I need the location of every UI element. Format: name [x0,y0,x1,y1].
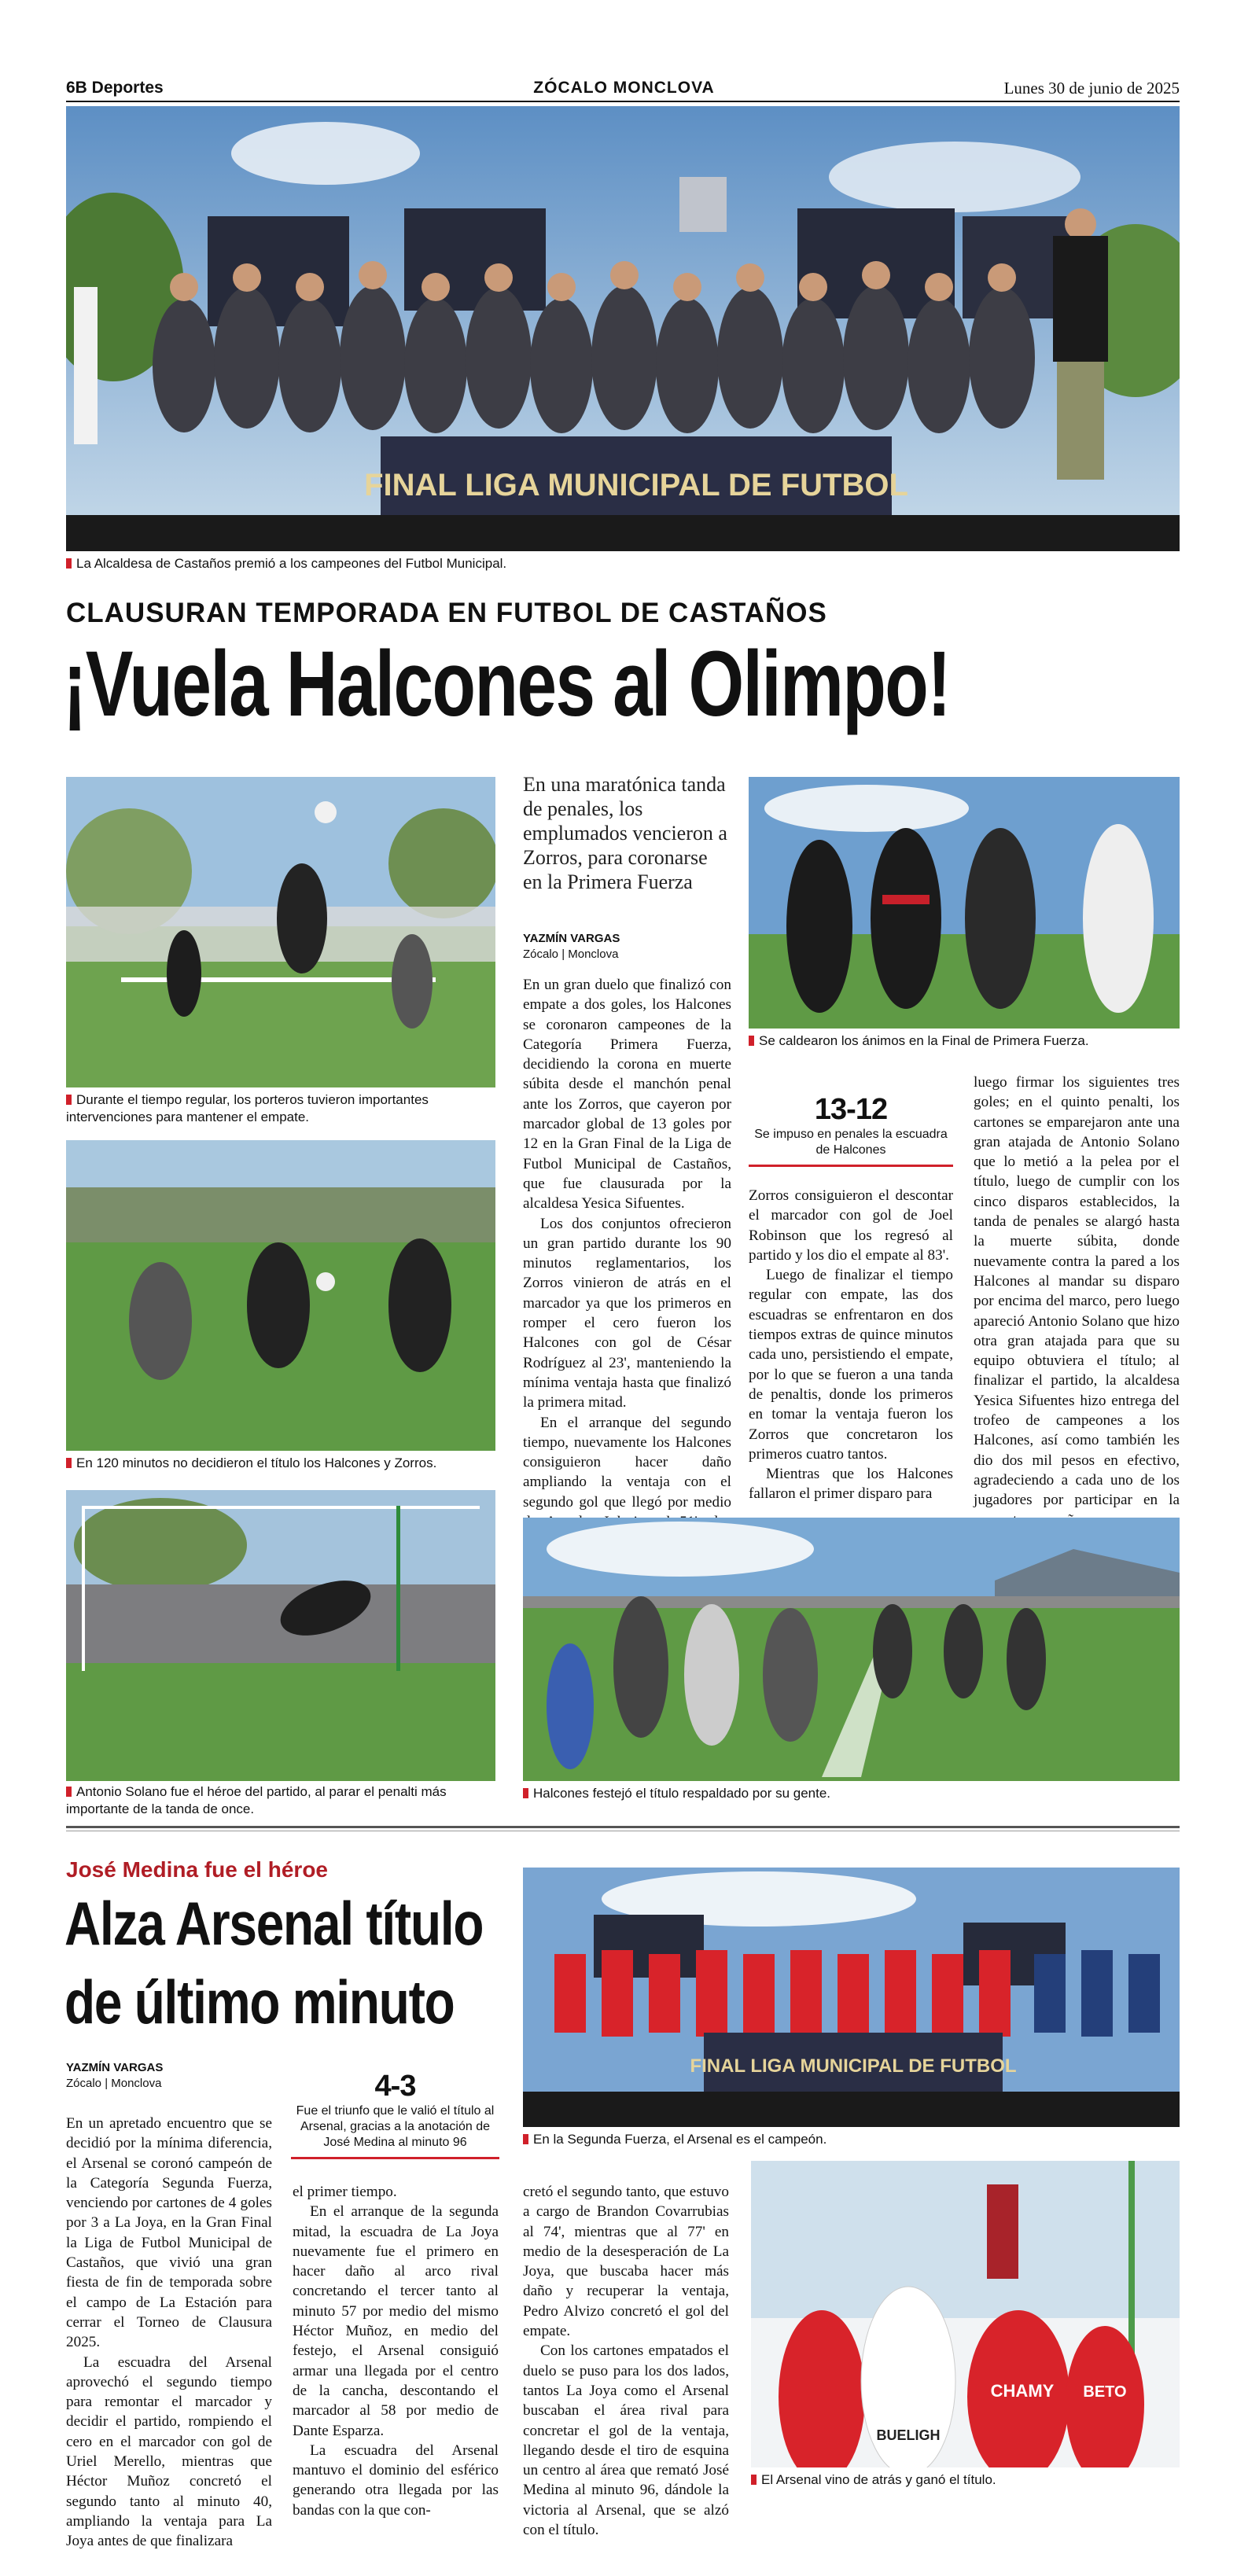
paragraph: Con los cartones empatados el duelo se puso para los dos lados, tantos La Joya como el Arsenal buscaban el área rival para concretar el gol de la ventaja, llegando desde el tiro de esquina un centro al área que remató José Medina al minuto 96, dándole la victoria al Arsenal, que se alzó con el título. [523,2342,729,2539]
paragraph: Mientras que los Halcones fallaron el primer disparo para [749,1466,953,1503]
heated-final-photo [749,777,1180,1029]
photo3-caption: Antonio Solano fue el héroe del partido, al parar el penalti más importante de la tanda de once. [66,1783,497,1818]
story1-headline: ¡Vuela Halcones al Olimpo! [63,632,950,736]
story2-kicker: José Medina fue el héroe [66,1857,328,1882]
photo1-caption: Durante el tiempo regular, los porteros tuvieron importantes intervenciones para mantener el empate. [66,1091,497,1126]
paragraph: cretó el segundo tanto, que estuvo a cargo de Brandon Covarrubias al 74', mientras que al 77' en medio de la desesperación de La Joya, que buscaba hacer más daño y recuperar la ventaja, Pedro Alvizo concretó el gol del empate. [523,2184,729,2340]
paragraph: luego firmar los siguientes tres goles; en el quinto penalti, los cartones se emparejaron ante una gran atajada de Antonio Solano que lo metió a la pelea por el título, luego de cumplir con los cinco disparos establecidos, la tanda de penales se alargó hasta la muerte súbita, donde nuevamente contra la pared a los Halcones al mandar su disparo por encima del marco, pero luego apareció Antonio Solano que hizo otra gran atajada para que su equipo obtuviera el título; al finalizar el partido, la alcaldesa Yesica Sifuentes hizo entrega del trofeo de campeones a los Halcones, así como también les dio dos mil pesos en efectivo, agradeciendo a cada uno de los jugadores por participar en la [974,1074,1180,1509]
team-celebration-illustration [66,106,1180,551]
arsenal-trophy-photo [751,2161,1180,2467]
story2-column-2 [293,2182,499,2520]
score-box-2 [291,2070,499,2159]
story1-column-3 [974,1073,1180,1530]
paragraph: el primer tiempo. [293,2184,397,2200]
paragraph: Luego de finalizar el tiempo regular con empate, las dos escuadras se enfrentaron en dos tiempos extras de quince minutos cada uno, persistiendo el empate, por lo que se fueron a una tanda de penaltis, donde los primeros en tomar la ventaja fueron los Zorros que concretaron los primeros cuatro tantos. [749,1267,953,1463]
story2-column-1 [66,2114,272,2552]
photo5-caption: Halcones festejó el título respaldado por su gente. [523,1785,830,1802]
score-1: 13-12 [814,1093,888,1126]
issue-date: Lunes 30 de junio de 2025 [1003,79,1180,98]
photo2-caption: En 120 minutos no decidieron el título los Halcones y Zorros. [66,1455,436,1472]
story2-byline [66,2060,271,2092]
team-celebration-photo [66,106,1180,551]
paragraph: En el arranque de la segunda mitad, la escuadra de La Joya nuevamente fue el primero en hacer daño al arco rival concretando el tercer tanto al minuto 57 por medio del mismo Héctor Muñoz, en medio del festejo, el Arsenal consiguió armar una llegada por el centro de la cancha, descontando el marcador al 58 por medio de Dante Esparza. [293,2203,499,2439]
masthead-rule [66,101,1180,102]
byline-name: YAZMÍN VARGAS [66,2061,164,2074]
banner-text: FINAL LIGA MUNICIPAL DE FUTBOL [364,468,908,502]
penalty-save-photo [66,1490,495,1781]
score-2-rule [291,2157,499,2159]
arsenal-photo-caption: En la Segunda Fuerza, el Arsenal es el campeón. [523,2131,826,2148]
paragraph: La escuadra del Arsenal mantuvo el dominio del esférico generando otra llegada por las bandas con la que con- [293,2442,499,2519]
jersey-text-1: CHAMY [990,2381,1055,2401]
story1-deck: En una maratónica tanda de penales, los emplumados vencieron a Zorros, para coronarse en la Primera Fuerza [523,773,727,893]
byline-place: Zócalo | Monclova [523,948,619,961]
jersey-text-2: BETO [1083,2383,1127,2401]
fans-celebration-photo [523,1518,1180,1781]
paragraph: En un gran duelo que finalizó con empate a dos goles, los Halcones se coronaron campeones de la Categoría Primera Fuerza, decidiendo la corona en muerte súbita desde el manchón penal ante los Zorros, que cayeron por marcador global de 13 goles por 12 en la Gran Final de la Liga de Futbol Municipal de Castaños, que fue clausurada por la alcaldesa Yesica Sifuentes. [523,977,731,1213]
section-label: 6B Deportes [66,79,164,97]
trophy-photo-caption: El Arsenal vino de atrás y ganó el título. [751,2471,996,2489]
paragraph: Los dos conjuntos ofrecieron un gran partido durante los 90 minutos reglamentarios, los Zorros vinieron de atrás en el marcador ya que los primeros en romper el cero fueron los Halcones con gol de César Rodríguez al 23', manteniendo la mínima ventaja hasta que finalizó la primera mitad. [523,1215,731,1411]
story1-byline [523,931,727,962]
score-box-1 [749,1093,953,1167]
score-1-text: Se impuso en penales la escuadra de Halcones [754,1128,948,1157]
paragraph: En un apretado encuentro que se decidió por la mínima diferencia, el Arsenal se coronó campeón de la Categoría Segunda Fuerza, venciendo por cartones de 4 goles por 3 a La Joya, en la Gran Final la Liga de Futbol Municipal de Castaños, que vivió una gran fiesta de fin de temporada sobre el campo de La Estación para cerrar el Torneo de Clausura 2025. [66,2115,272,2351]
score-1-rule [749,1165,953,1167]
paragraph: Zorros consiguieron el descontar el marcador con gol de Joel Robinson que los regresó al partido y los dio el empate al 83'. [749,1187,953,1264]
byline-place: Zócalo | Monclova [66,2077,162,2090]
story-separator-rule [66,1826,1180,1828]
top-photo-caption: La Alcaldesa de Castaños premió a los campeones del Futbol Municipal. [66,555,506,572]
paragraph: En el arranque del segundo tiempo, nuevamente los Halcones consiguieron hacer daño ampliando la ventaja con el segundo gol que llegó por medio [523,1414,731,1511]
score-2-text: Fue el triunfo que le valió el título al Arsenal, gracias a la anotación de José Medina al minuto 96 [296,2104,495,2149]
banner-text-2: FINAL LIGA MUNICIPAL DE FUTBOL [690,2055,1017,2077]
story1-kicker: CLAUSURAN TEMPORADA EN FUTBOL DE CASTAÑOS [66,598,827,628]
story1-column-1 [523,975,731,1552]
midfield-duel-photo [66,1140,495,1451]
story2-column-3 [523,2182,729,2540]
paragraph: La escuadra del Arsenal aprovechó el segundo tiempo para remontar el marcador y decidir el partido, rompiendo el cero en el marcador con gol de Uriel Merello, mientras que Héctor Muñoz concretó el segundo tanto al minuto 40, ampliando la ventaja para La Joya antes de que finalizara [66,2353,272,2550]
byline-name: YAZMÍN VARGAS [523,932,620,945]
paper-name: ZÓCALO MONCLOVA [533,79,715,97]
score-2: 4-3 [374,2070,416,2103]
story2-headline-line1: Alza Arsenal título [64,1889,484,1958]
story1-column-2 [749,1186,953,1504]
story2-headline-line2: de último minuto [64,1967,455,2037]
goalkeeper-save-photo [66,777,495,1087]
jersey-text-3: BUELIGH [876,2427,941,2443]
arsenal-team-photo [523,1868,1180,2127]
photo4-caption: Se caldearon los ánimos en la Final de Primera Fuerza. [749,1032,1089,1050]
